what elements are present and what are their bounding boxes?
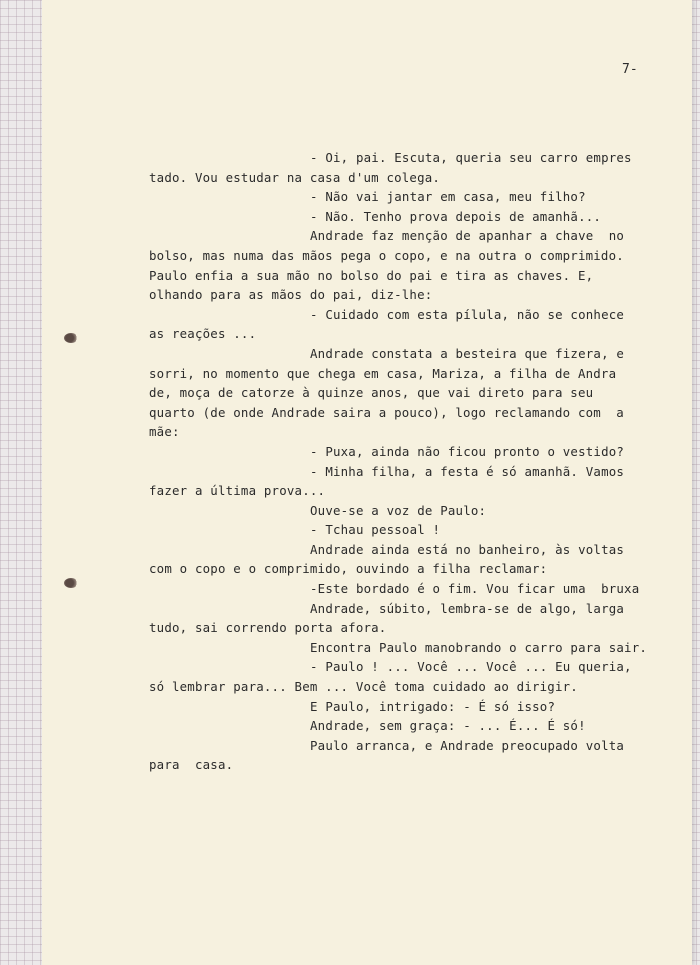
page-number: 7- <box>622 62 638 77</box>
text-line: - Puxa, ainda não ficou pronto o vestido? <box>310 443 625 459</box>
text-line: sorri, no momento que chega em casa, Mariza, a filha de Andra <box>149 365 617 381</box>
text-line: - Oi, pai. Escuta, queria seu carro empres <box>310 150 632 165</box>
text-line: de, moça de catorze à quinze anos, que vai direto para seu <box>149 385 594 401</box>
text-line: - Paulo ! ... Você ... Você ... Eu queria, <box>310 659 632 675</box>
text-line: Ouve-se a voz de Paulo: <box>310 502 487 518</box>
body-text <box>149 148 689 775</box>
text-line: tudo, sai correndo porta afora. <box>149 620 387 636</box>
text-line: Paulo enfia a sua mão no bolso do pai e tira as chaves. E, <box>149 267 594 283</box>
text-line: - Tchau pessoal ! <box>310 522 441 538</box>
text-line: para casa. <box>149 757 234 773</box>
text-line: Andrade, súbito, lembra-se de algo, larga <box>310 600 625 616</box>
text-line: as reações ... <box>149 326 257 342</box>
text-line: olhando para as mãos do pai, diz-lhe: <box>149 287 433 303</box>
text-line: Andrade faz menção de apanhar a chave no <box>310 228 625 244</box>
text-line: -Este bordado é o fim. Vou ficar uma bruxa <box>310 581 640 597</box>
text-line: com o copo e o comprimido, ouvindo a filha reclamar: <box>149 561 548 577</box>
text-line: fazer a última prova... <box>149 483 326 499</box>
text-line: Andrade ainda está no banheiro, às voltas <box>310 541 625 557</box>
text-line: Paulo arranca, e Andrade preocupado volta <box>310 737 625 753</box>
text-line: bolso, mas numa das mãos pega o copo, e na outra o comprimido. <box>149 247 624 263</box>
text-line: mãe: <box>149 424 180 440</box>
text-line: Andrade constata a besteira que fizera, e <box>310 345 625 361</box>
text-line: - Não. Tenho prova depois de amanhã... <box>310 208 602 224</box>
text-line: Encontra Paulo manobrando o carro para sair. <box>310 639 648 655</box>
text-line: - Não vai jantar em casa, meu filho? <box>310 189 586 205</box>
binder-hole <box>64 578 78 588</box>
text-line: Andrade, sem graça: - ... É... É só! <box>310 718 586 734</box>
text-line: quarto (de onde Andrade saira a pouco), logo reclamando com a <box>149 404 624 420</box>
typewritten-page <box>42 0 692 965</box>
text-line: - Minha filha, a festa é só amanhã. Vamos <box>310 463 625 479</box>
text-line: só lembrar para... Bem ... Você toma cuidado ao dirigir. <box>149 679 578 695</box>
binder-hole <box>64 333 78 343</box>
text-line: - Cuidado com esta pílula, não se conhece <box>310 306 625 322</box>
text-line: tado. Vou estudar na casa d'um colega. <box>149 169 441 185</box>
text-line: E Paulo, intrigado: - É só isso? <box>310 698 556 714</box>
